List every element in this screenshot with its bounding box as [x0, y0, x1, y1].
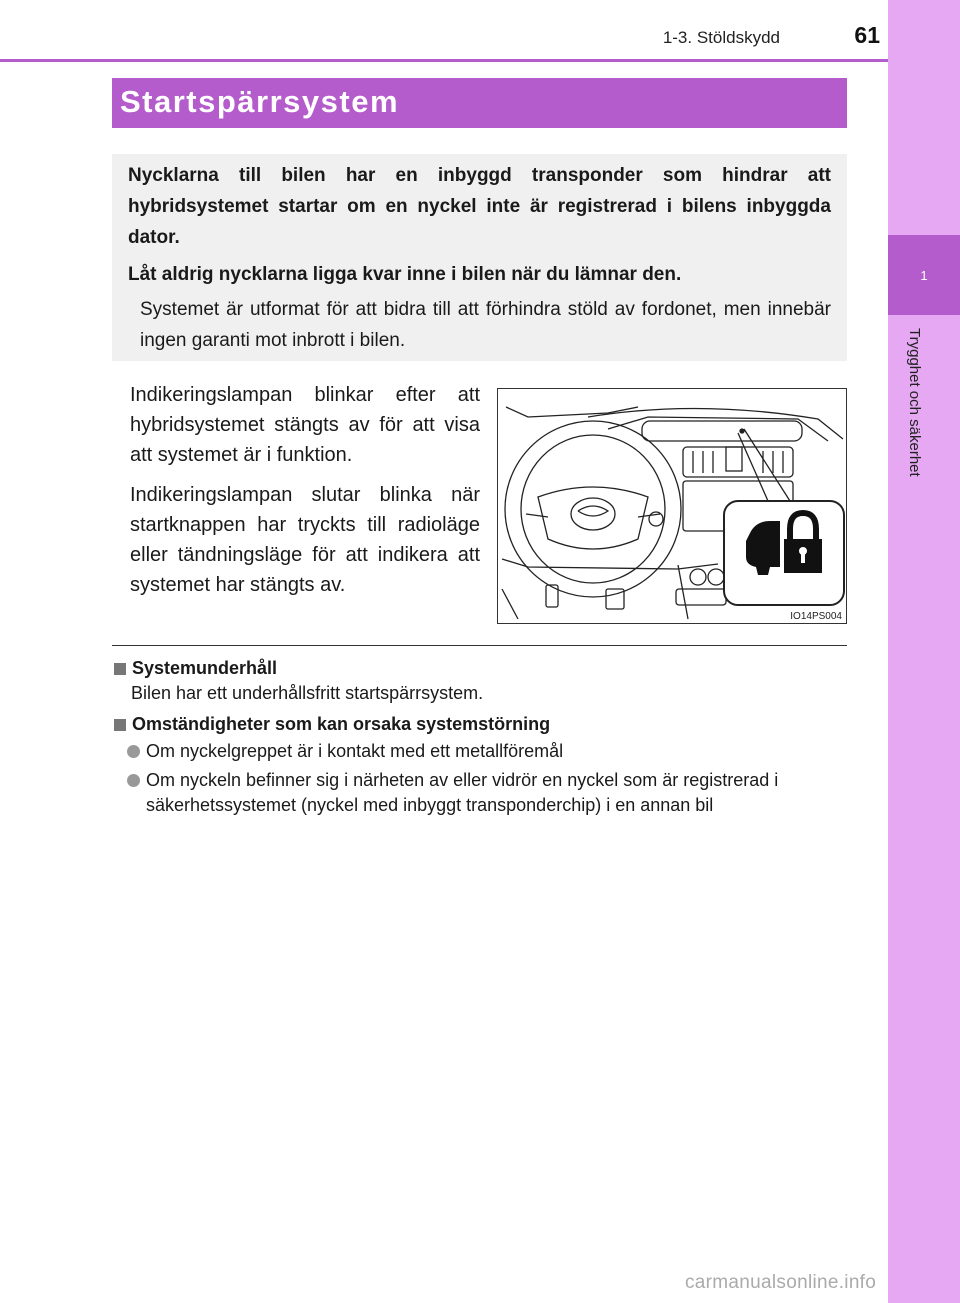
- note-text: Bilen har ett underhållsfritt startspärrsystem.: [131, 683, 484, 703]
- notes-section: [112, 656, 847, 822]
- intro-box: [112, 154, 847, 361]
- note-heading: [112, 656, 847, 681]
- header-divider: [0, 59, 888, 62]
- intro-note: Systemet är utformat för att bidra till att förhindra stöld av fordonet, men innebär ingen garanti mot inbrott i bilen.: [140, 299, 831, 351]
- body-text: [130, 380, 480, 610]
- side-tab: [888, 0, 960, 1303]
- circle-bullet-icon: [127, 774, 140, 787]
- square-bullet-icon: [114, 663, 126, 675]
- page-title: Startspärrsystem: [120, 84, 400, 119]
- dashboard-illustration: [498, 389, 846, 623]
- note-heading-text: Omständigheter som kan orsaka systemstörning: [132, 714, 551, 734]
- list-item: [127, 768, 847, 818]
- body-paragraph-1: Indikeringslampan blinkar efter att hybridsystemet stängts av för att visa att systemet är i funktion.: [130, 384, 480, 466]
- watermark: carmanualsonline.info: [685, 1272, 877, 1293]
- title-bar: [112, 78, 847, 128]
- page-number: 61: [854, 22, 880, 48]
- note-heading: [112, 712, 847, 737]
- chapter-label: Trygghet och säkerhet: [906, 328, 923, 477]
- note-heading-text: Systemunderhåll: [132, 658, 278, 678]
- list-item-text: Om nyckeln befinner sig i närheten av eller vidrör en nyckel som är registrerad i säkerhetssystemet (nyckel med inbyggt transponderchip) i en annan bil: [146, 770, 779, 815]
- body-paragraph-2: Indikeringslampan slutar blinka när startknappen har tryckts till radioläge eller tändningsläge för att indikera att systemet har stängts av.: [130, 484, 480, 596]
- circle-bullet-icon: [127, 745, 140, 758]
- intro-bold-2: Låt aldrig nycklarna ligga kvar inne i bilen när du lämnar den.: [128, 264, 682, 285]
- list-item: [127, 739, 847, 764]
- figure-code: IO14PS004: [790, 611, 842, 622]
- dashboard-figure: [497, 388, 847, 624]
- square-bullet-icon: [114, 719, 126, 731]
- list-item-text: Om nyckelgreppet är i kontakt med ett metallföremål: [146, 741, 564, 761]
- section-divider: [112, 645, 847, 646]
- header-section: 1-3. Stöldskydd: [662, 28, 780, 47]
- chapter-number: 1: [888, 235, 960, 315]
- intro-bold-1: Nycklarna till bilen har en inbyggd transponder som hindrar att hybridsystemet startar om en nyckel inte är registrerad i bilens inbyggda dator.: [128, 165, 831, 248]
